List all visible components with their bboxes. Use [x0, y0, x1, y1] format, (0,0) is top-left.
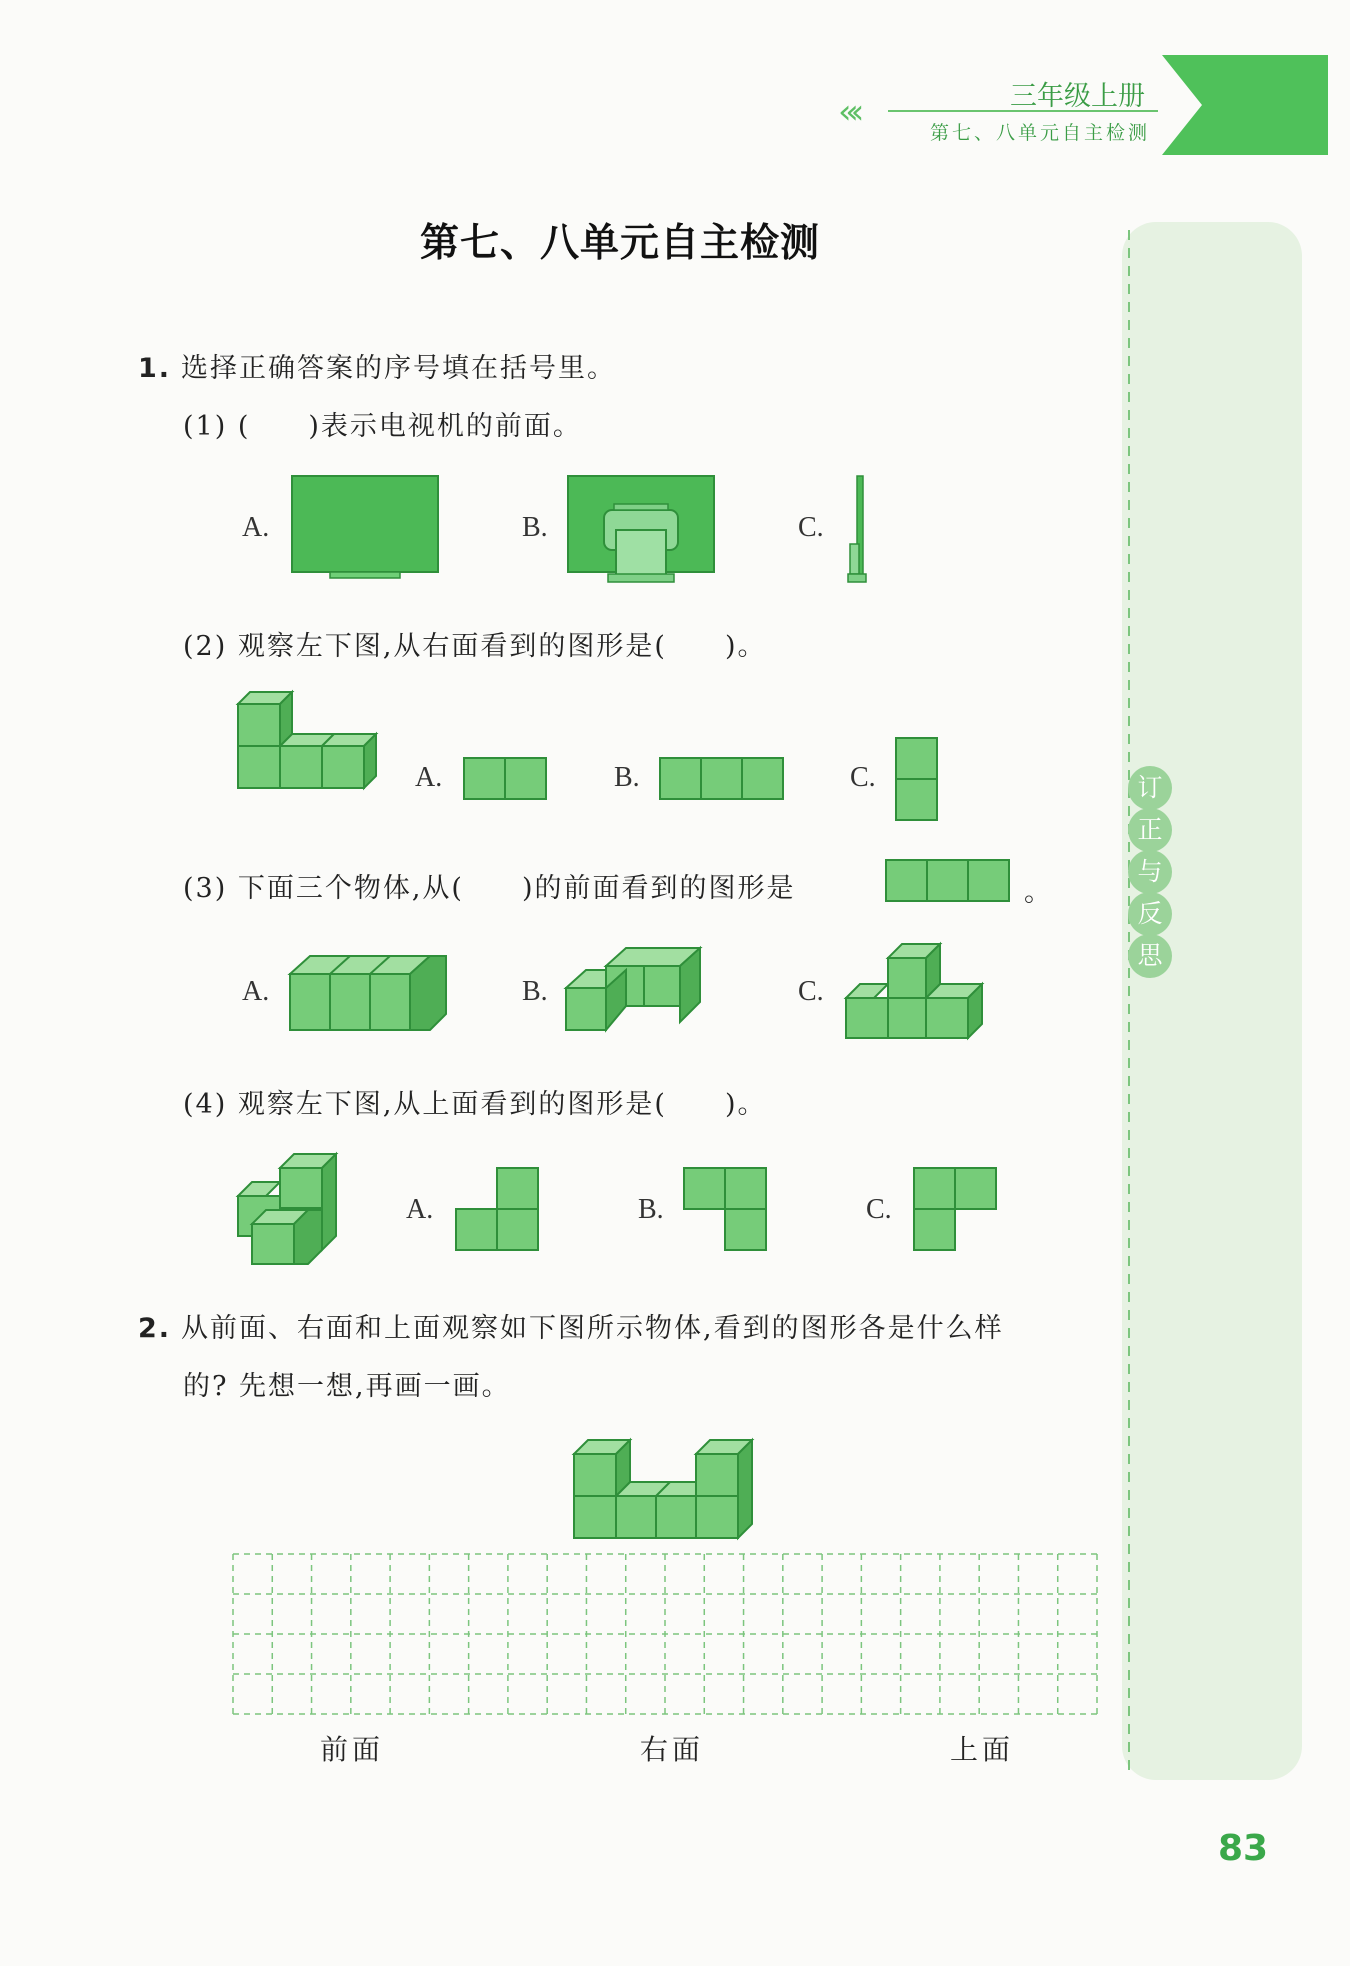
label-right: 右面 [640, 1733, 705, 1766]
sub-question-3-end: 。 [1024, 877, 1053, 908]
question-number: 2. [138, 1313, 172, 1344]
sidebar-char: 思 [1128, 934, 1172, 978]
q2-object-figure [574, 1438, 758, 1540]
header-chevron-banner [1162, 55, 1328, 155]
header-grade: 三年级上册 [1010, 81, 1145, 112]
option-a-label: A. [415, 762, 443, 793]
tv-side-view-image [840, 474, 870, 586]
option-a-shape [462, 756, 548, 802]
header-unit: 第七、八单元自主检测 [930, 122, 1151, 144]
sidebar-char: 反 [1128, 892, 1172, 936]
option-c-cubes [846, 940, 986, 1040]
question-text-line1: 从前面、右面和上面观察如下图所示物体,看到的图形各是什么样 [181, 1313, 1004, 1344]
option-b-label: B. [522, 976, 548, 1007]
tv-back-view-image [566, 474, 716, 584]
label-front: 前面 [320, 1733, 385, 1766]
page-title: 第七、八单元自主检测 [419, 220, 820, 266]
header-arrows-icon: «‹ [838, 92, 857, 132]
option-c-label: C. [850, 762, 876, 793]
option-a-cubes [290, 952, 450, 1034]
option-b-label: B. [614, 762, 640, 793]
sub-question-2: (2) 观察左下图,从右面看到的图形是( )。 [183, 631, 767, 662]
option-c-label: C. [798, 976, 824, 1007]
page-number: 83 [1218, 1828, 1269, 1869]
sidebar-char: 与 [1128, 850, 1172, 894]
option-b-shape [658, 756, 784, 802]
option-c-label: C. [798, 512, 824, 543]
sub-question-4: (4) 观察左下图,从上面看到的图形是( )。 [183, 1089, 767, 1120]
question-2 [138, 1306, 1004, 1345]
question-number: 1. [138, 353, 172, 384]
question-text: 选择正确答案的序号填在括号里。 [181, 353, 617, 384]
sub-question-1: (1) ( )表示电视机的前面。 [183, 411, 582, 442]
correction-sidebar [1122, 222, 1302, 1780]
option-c-shape [894, 736, 940, 822]
question-1 [138, 346, 616, 385]
option-a-top-view [454, 1166, 540, 1252]
option-a-label: A. [242, 512, 270, 543]
q2-cube-figure [238, 692, 378, 802]
sub-question-3 [183, 866, 795, 905]
option-c-top-view [912, 1166, 998, 1252]
option-c-label: C. [866, 1194, 892, 1225]
sidebar-dashed-line [1128, 230, 1130, 1770]
sub-question-3-text: (3) 下面三个物体,从( )的前面看到的图形是 [183, 873, 796, 904]
sidebar-char: 正 [1128, 808, 1172, 852]
option-a-label: A. [242, 976, 270, 1007]
option-a-label: A. [406, 1194, 434, 1225]
option-b-label: B. [522, 512, 548, 543]
q3-front-view-shape [884, 858, 1012, 904]
tv-front-view-image [290, 474, 440, 584]
sidebar-char: 订 [1128, 766, 1172, 810]
option-b-label: B. [638, 1194, 664, 1225]
option-b-cubes [566, 944, 706, 1036]
label-top: 上面 [950, 1733, 1015, 1766]
question-2-line2: 的? 先想一想,再画一画。 [183, 1371, 511, 1402]
q4-cube-figure [238, 1150, 342, 1268]
drawing-grid[interactable] [232, 1553, 1098, 1715]
option-b-top-view [682, 1166, 768, 1252]
